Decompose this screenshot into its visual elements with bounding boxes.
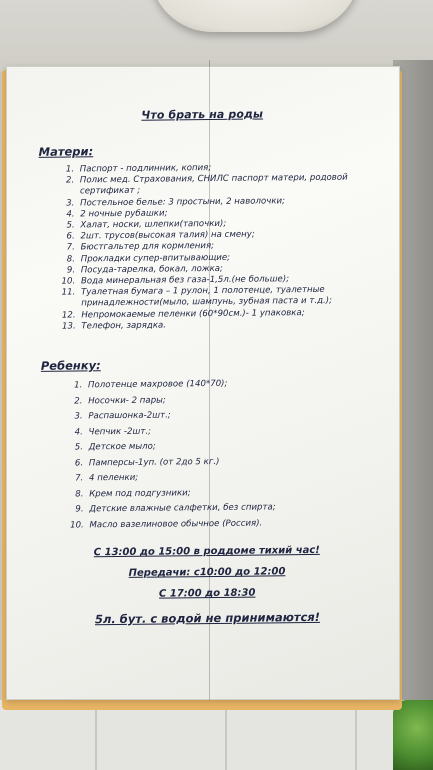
list-item: 7. 4 пеленки; [86,468,386,487]
list-item: 4. Чепчик -2шт.; [85,422,385,441]
list-item: 1. Полотенце махровое (140*70); [85,375,385,394]
floor-tiles [0,700,433,770]
list-item: 4. 2 ночные рубашки; [77,206,383,220]
list-item: 6. 2шт. трусов(высокая талия) на смену; [77,228,383,242]
evening-note: С 17:00 до 18:30 [158,587,256,600]
document-title: Что брать на роды [141,107,264,122]
plant [393,700,433,770]
document-page [22,92,388,696]
water-note: 5л. бут. с водой не принимаются! [94,609,321,627]
list-item: 6. Памперсы-1уп. (от 2до 5 кг.) [86,453,386,472]
list-item: 9. Посуда-тарелка, бокал, ложка; [78,262,384,276]
quiet-hour-note: С 13:00 до 15:00 в роддоме тихий час! [93,544,320,559]
baby-heading: Ребенку: [40,358,101,373]
list-item: 2. Полис мед. Страхования, СНИЛС паспорт матери, родовой сертификат ; [77,172,383,198]
list-item: 2. Носочки- 2 пары; [85,391,385,410]
list-item: 13. Телефон, зарядка. [78,318,384,332]
list-item: 3. Распашонка-2шт.; [85,406,385,425]
list-item: 11. Туалетная бумага – 1 рулон, 1 полотенце, туалетные принадлежности(мыло, шампунь, зубная паста и т.д.); [78,284,384,310]
list-item: 12. Непромокаемые пеленки (60*90см.)- 1 упаковка; [78,307,384,321]
list-item: 9. Детские влажные салфетки, без спирта; [86,499,386,518]
baby-list [25,375,387,534]
list-item: 3. Постельное белье: 3 простыни, 2 наволочки; [77,195,383,209]
mother-list [23,161,385,333]
parcels-note: Передачи: с10:00 до 12:00 [128,566,286,579]
list-item: 8. Крем под подгузники; [86,484,386,503]
list-item: 10. Масло вазелиновое обычное (Россия). [86,515,386,534]
list-item: 10. Вода минеральная без газа-1,5л.(не больше); [78,273,384,287]
mother-heading: Матери: [38,144,94,159]
list-item: 7. Бюстгальтер для кормления; [78,240,384,254]
list-item: 5. Детское мыло; [86,437,386,456]
list-item: 1. Паспорт - подлинник, копия; [77,161,383,175]
list-item: 5. Халат, носки, шлепки(тапочки); [77,217,383,231]
list-item: 8. Прокладки супер-впитывающие; [78,251,384,265]
